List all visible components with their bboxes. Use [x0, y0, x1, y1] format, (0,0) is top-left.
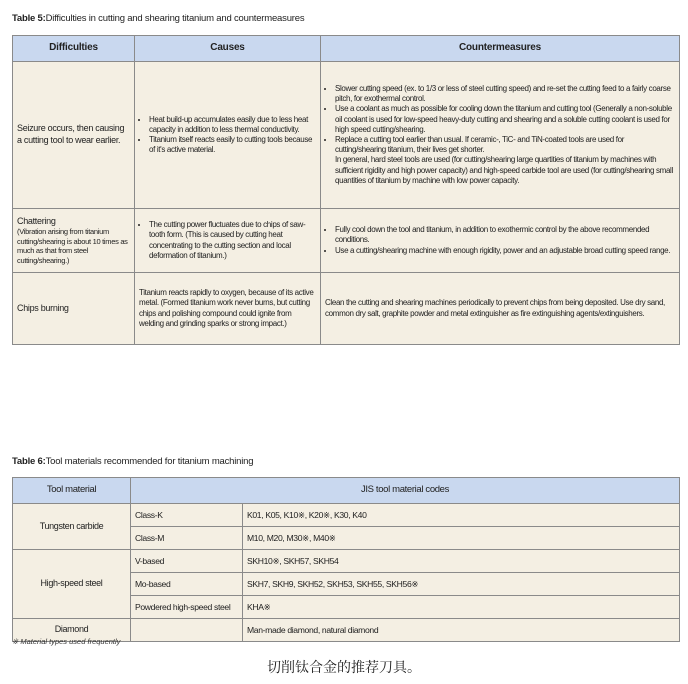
subclass-cell: Mo-based [131, 573, 243, 596]
cause-item: • Titanium itself reacts easily to cutting tools because of it's active material. [149, 135, 316, 155]
codes-cell: SKH10※, SKH57, SKH54 [243, 550, 680, 573]
table6-caption-label: Table 6: [12, 456, 46, 467]
table5-caption [12, 13, 304, 24]
header-causes: Causes [135, 36, 321, 62]
header-jis-codes: JIS tool material codes [131, 478, 680, 504]
table-row [13, 62, 680, 209]
causes-cell [135, 62, 321, 209]
table-row [13, 273, 680, 345]
subclass-cell [131, 619, 243, 642]
causes-cell [135, 209, 321, 273]
countermeasure-item: • Use a coolant as much as possible for cooling down the titanium and cutting tool (Generally a non-soluble oil coolant is used for low-speed heavy-duty cutting and shearing and a soluble cutting coolant is used for high speed cutting/shearing. [335, 104, 675, 135]
countermeasures-cell [321, 209, 680, 273]
group-tungsten-carbide: Tungsten carbide [13, 504, 131, 550]
table6-footnote: ※ Material types used frequently [12, 637, 121, 646]
countermeasure-extra: In general, hard steel tools are used (for cutting/shearing large quartities of titanium by machines with sufficient rigidity and high power capacity) and high-speed carbide tool are used (for cutting/shearing small quantities of titanium by machine with low power capacity. [335, 155, 673, 185]
header-difficulties: Difficulties [13, 36, 135, 62]
table6 [12, 477, 680, 642]
table5 [12, 35, 680, 345]
table6-caption-text: Tool materials recommended for titanium machining [45, 456, 254, 467]
difficulty-title: Chattering [17, 215, 56, 226]
group-high-speed-steel: High-speed steel [13, 550, 131, 619]
codes-cell: SKH7, SKH9, SKH52, SKH53, SKH55, SKH56※ [243, 573, 680, 596]
table5-caption-label: Table 5: [12, 13, 46, 24]
difficulty-note: (Vibration arising from titanium cutting/shearing is about 10 times as much as that from steel cutting/shearing.) [17, 227, 128, 265]
codes-cell: K01, K05, K10※, K20※, K30, K40 [243, 504, 680, 527]
difficulty-cell [13, 209, 135, 273]
table6-caption [12, 456, 253, 467]
table6-header-row [13, 478, 680, 504]
codes-cell: M10, M20, M30※, M40※ [243, 527, 680, 550]
difficulty-cell: Chips burning [13, 273, 135, 345]
subclass-cell: Powdered high-speed steel [131, 596, 243, 619]
codes-cell: Man-made diamond, natural diamond [243, 619, 680, 642]
countermeasures-cell [321, 62, 680, 209]
codes-cell: KHA※ [243, 596, 680, 619]
table-row [13, 504, 680, 527]
countermeasures-cell: Clean the cutting and shearing machines periodically to prevent chips from being deposited. Use dry sand, common dry salt, graphite powder and metal extinguisher as fire extinguishing agents/extinguishers. [321, 273, 680, 345]
subclass-cell: V-based [131, 550, 243, 573]
countermeasure-item: • Slower cutting speed (ex. to 1/3 or less of steel cutting speed) and re-set the cutting feed to a fairly coarse pitch, for exothermal control. [335, 84, 675, 104]
header-countermeasures: Countermeasures [321, 36, 680, 62]
cause-item: • Heat build-up accumulates easily due to less heat capacity in addition to less thermal conductivity. [149, 115, 316, 135]
table5-caption-text: Difficulties in cutting and shearing titanium and countermeasures [45, 13, 305, 24]
subclass-cell: Class-K [131, 504, 243, 527]
countermeasure-item: • Replace a cutting tool earlier than usual. If ceramic-, TiC- and TiN-coated tools are used for cutting/shearing titanium, their lives get shorter. [335, 135, 675, 155]
subclass-cell: Class-M [131, 527, 243, 550]
causes-cell: Titanium reacts rapidly to oxygen, because of its active metal. (Formed titanium work never burns, but cutting chips and polishing compound could ignite from welding and grinding sparks or strong impact.) [135, 273, 321, 345]
chinese-caption: 切削钛合金的推荐刀具。 [267, 660, 421, 676]
header-tool-material: Tool material [13, 478, 131, 504]
table-row [13, 209, 680, 273]
cause-item: • The cutting power fluctuates due to chips of saw-tooth form. (This is caused by cutting heat concentrating to the cutting section and local deformation of titanium.) [149, 220, 316, 261]
difficulty-cell: Seizure occurs, then causing a cutting tool to wear earlier. [13, 62, 135, 209]
table-row [13, 550, 680, 573]
group-diamond: Diamond [13, 619, 131, 642]
countermeasure-item: • Use a cutting/shearing machine with enough rigidity, power and an adjustable broad cutting speed range. [335, 246, 675, 256]
table5-header-row [13, 36, 680, 62]
countermeasure-item: • Fully cool down the tool and titanium, in addition to exothermic control by the above recommended conditions. [335, 225, 675, 245]
